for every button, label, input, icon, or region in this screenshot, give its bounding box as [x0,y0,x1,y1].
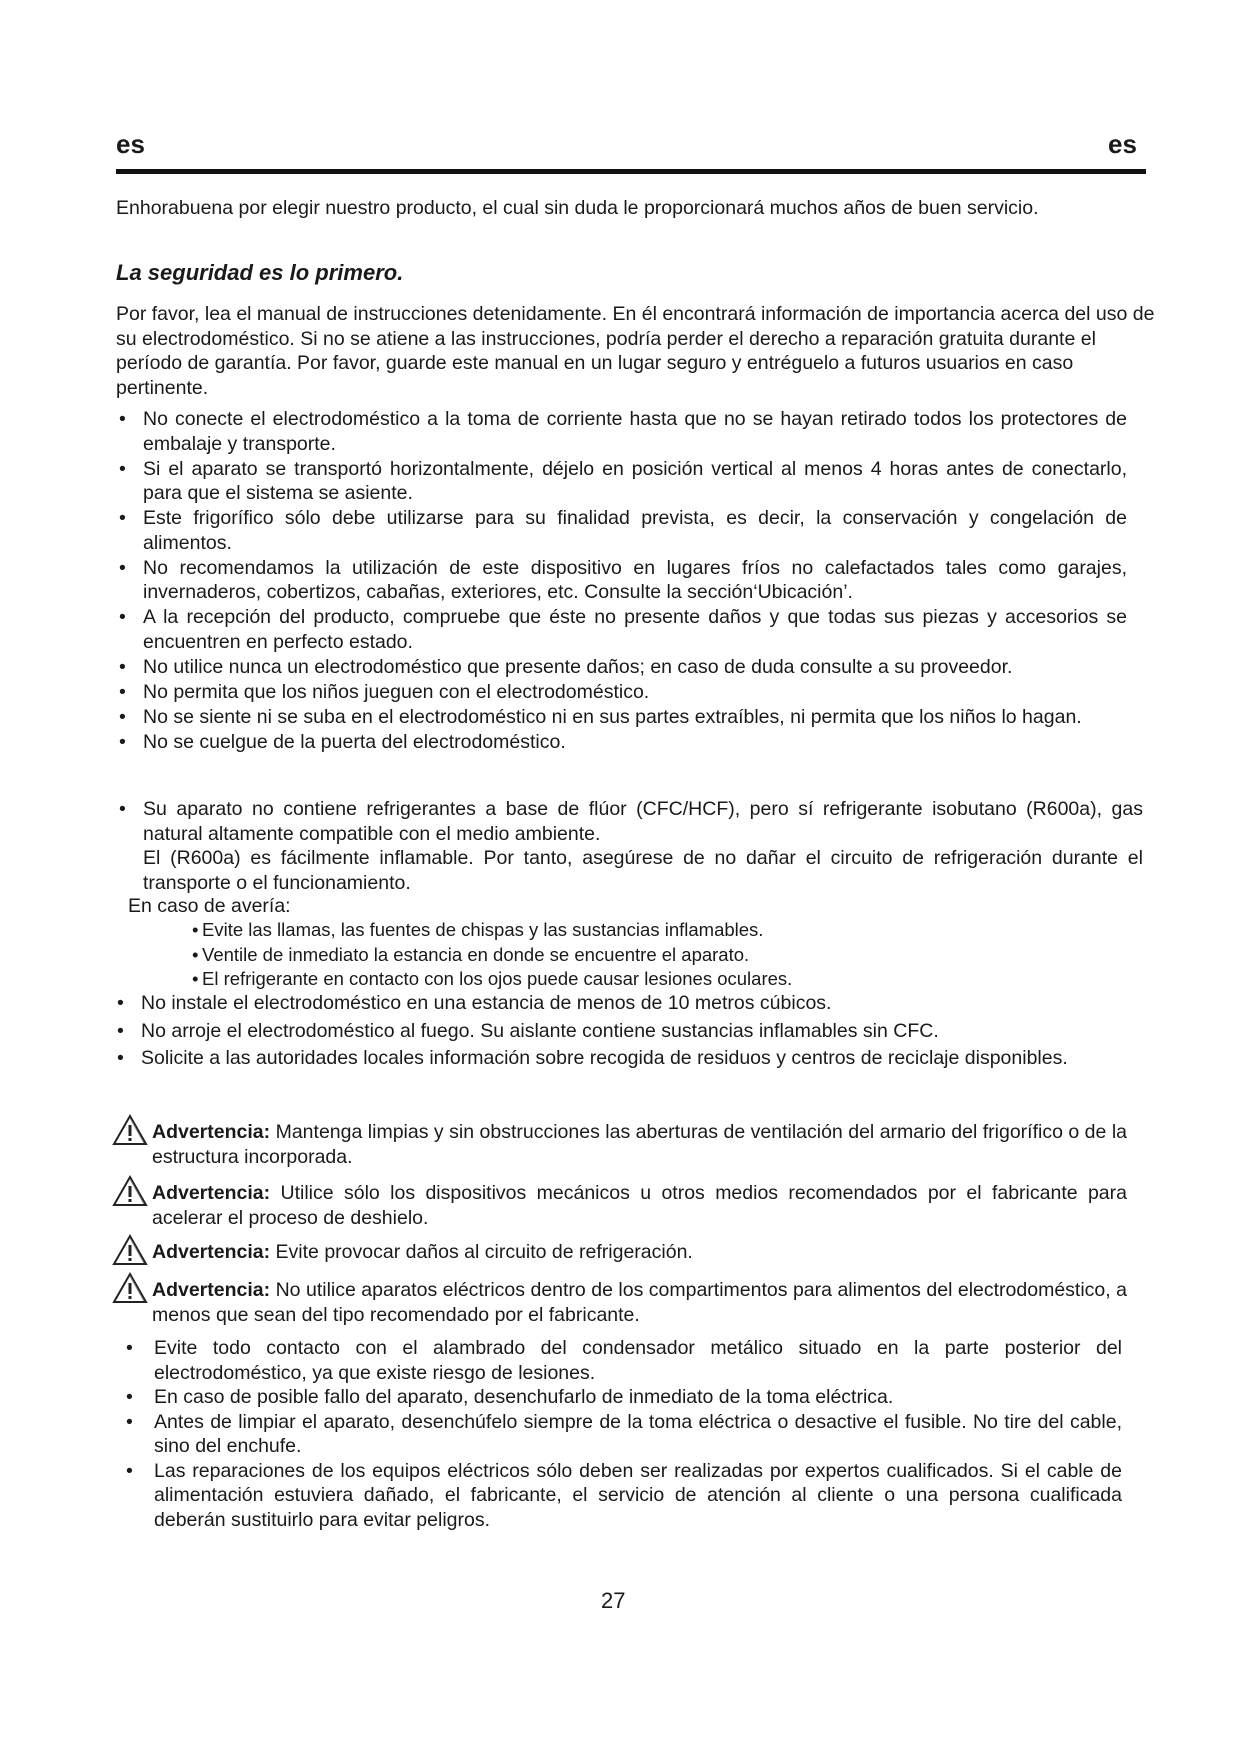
bullet-icon: • [119,730,126,753]
bullet-icon: • [119,798,126,820]
bullet-icon: • [192,919,199,940]
refrigerant-note: El (R600a) es fácilmente inflamable. Por tanto, asegúrese de no dañar el circuito de refrigeración durante el transporte o el funcionamiento. [143,847,1143,894]
list-item: • Antes de limpiar el aparato, desenchúfelo siempre de la toma eléctrica o desactive el fusible. No tire del cable, sino del enchufe. [126,1410,1122,1457]
warning-triangle-icon [112,1114,148,1146]
list-item: • El refrigerante en contacto con los ojos puede causar lesiones oculares. [202,967,962,992]
breakdown-list [192,918,962,992]
warning-triangle-icon [112,1175,148,1207]
list-item: • Evite todo contacto con el alambrado del condensador metálico situado en la parte posterior del electrodoméstico, ya que existe riesgo de lesiones. [126,1337,1122,1384]
lead-paragraph: Por favor, lea el manual de instrucciones detenidamente. En él encontrará información de importancia acerca del uso de su electrodoméstico. Si no se atiene a las instrucciones, podría perder el derecho a reparación gratuita durante el período de garantía. Por favor, guarde este manual en un lugar seguro y entréguelo a futuros usuarios en caso pertinente. [116,303,1155,399]
bullet-icon: • [126,1386,133,1408]
language-code-right: es [1108,129,1137,159]
list-item: • Este frigorífico sólo debe utilizarse para su finalidad prevista, es decir, la conservación y congelación de alimentos. [119,507,1127,554]
warning-label: Advertencia: [152,1182,271,1204]
bullet-icon: • [119,655,126,678]
list-item: • No arroje el electrodoméstico al fuego. Su aislante contiene sustancias inflamables sin CFC. [117,1019,939,1042]
list-item: • No utilice nunca un electrodoméstico que presente daños; en caso de duda consulte a su proveedor. [119,655,1013,678]
warning-label: Advertencia: [152,1241,271,1263]
warning-triangle-icon [112,1234,148,1266]
language-code-left: es [116,129,145,159]
warning-ventilation [152,1120,1127,1169]
bullet-icon: • [119,556,126,579]
list-item: • Las reparaciones de los equipos eléctricos sólo deben ser realizadas por expertos cualificados. Si el cable de alimentación estuviera dañado, el fabricante, el servicio de atención al cliente o una persona cualificada deberán sustituirlo para evitar peligros. [126,1459,1122,1531]
list-item: • Si el aparato se transportó horizontalmente, déjelo en posición vertical al menos 4 horas antes de conectarlo, para que el sistema se asiente. [119,457,1127,504]
safety-list-general [119,407,1127,755]
warning-electrical [152,1278,1127,1327]
safety-list-disposal [117,991,1131,1074]
bullet-icon: • [119,507,126,529]
list-item: • Solicite a las autoridades locales información sobre recogida de residuos y centros de reciclaje disponibles. [117,1047,1068,1069]
intro-paragraph: Enhorabuena por elegir nuestro producto, el cual sin duda le proporcionará muchos años de buen servicio. [116,197,1039,219]
list-item [119,797,1143,846]
bullet-icon: • [126,1337,133,1359]
list-item: • No permita que los niños jueguen con el electrodoméstico. [119,680,650,703]
list-item: • Evite las llamas, las fuentes de chispas y las sustancias inflamables. [202,918,962,943]
safety-list-electrical [126,1336,1122,1532]
list-item: • Ventile de inmediato la estancia en donde se encuentre el aparato. [202,943,962,968]
list-item: • No conecte el electrodoméstico a la toma de corriente hasta que no se hayan retirado todos los protectores de embalaje y transporte. [119,408,1127,455]
bullet-icon: • [192,968,199,989]
warning-text: Evite provocar daños al circuito de refrigeración. [275,1241,693,1263]
warning-text: Mantenga limpias y sin obstrucciones las aberturas de ventilación del armario del frigorífico o de la estructura incorporada. [152,1121,1127,1168]
breakdown-label: En caso de avería: [128,895,291,917]
refrigerant-info [119,797,1143,895]
list-item: • En caso de posible fallo del aparato, desenchufarlo de inmediato de la toma eléctrica. [126,1386,894,1408]
warning-triangle-icon [112,1272,148,1304]
list-item: • No se siente ni se suba en el electrodoméstico ni en sus partes extraíbles, ni permita que los niños lo hagan. [119,705,1082,728]
refrigerant-text: Su aparato no contiene refrigerantes a base de flúor (CFC/HCF), pero sí refrigerante isobutano (R600a), gas natural altamente compatible con el medio ambiente. [143,798,1143,845]
warning-label: Advertencia: [152,1121,271,1143]
bullet-icon: • [126,1410,133,1433]
bullet-icon: • [119,705,126,728]
warning-text: Utilice sólo los dispositivos mecánicos u otros medios recomendados por el fabricante para acelerar el proceso de deshielo. [152,1182,1127,1229]
section-title: La seguridad es lo primero. [116,260,404,285]
bullet-icon: • [119,606,126,628]
bullet-icon: • [117,1047,124,1069]
bullet-icon: • [126,1459,133,1482]
list-item: • No recomendamos la utilización de este dispositivo en lugares fríos no calefactados tales como garajes, invernaderos, cobertizos, cabañas, exteriores, etc. Consulte la sección‘Ubicación’. [119,556,1127,603]
bullet-icon: • [119,408,126,430]
header-divider [116,169,1146,174]
page-number: 27 [601,1588,626,1613]
list-item: • No se cuelgue de la puerta del electrodoméstico. [119,730,566,753]
bullet-icon: • [192,943,199,965]
warning-label: Advertencia: [152,1279,271,1301]
bullet-icon: • [117,1019,124,1042]
warning-circuit [152,1240,1127,1265]
warning-defrost [152,1181,1127,1230]
list-item: • A la recepción del producto, compruebe que éste no presente daños y que todas sus piezas y accesorios se encuentren en perfecto estado. [119,606,1127,653]
list-item: • No instale el electrodoméstico en una estancia de menos de 10 metros cúbicos. [117,992,832,1014]
bullet-icon: • [119,680,126,703]
warning-text: No utilice aparatos eléctricos dentro de los compartimentos para alimentos del electrodoméstico, a menos que sean del tipo recomendado por el fabricante. [152,1279,1127,1326]
bullet-icon: • [119,457,126,480]
bullet-icon: • [117,992,124,1014]
